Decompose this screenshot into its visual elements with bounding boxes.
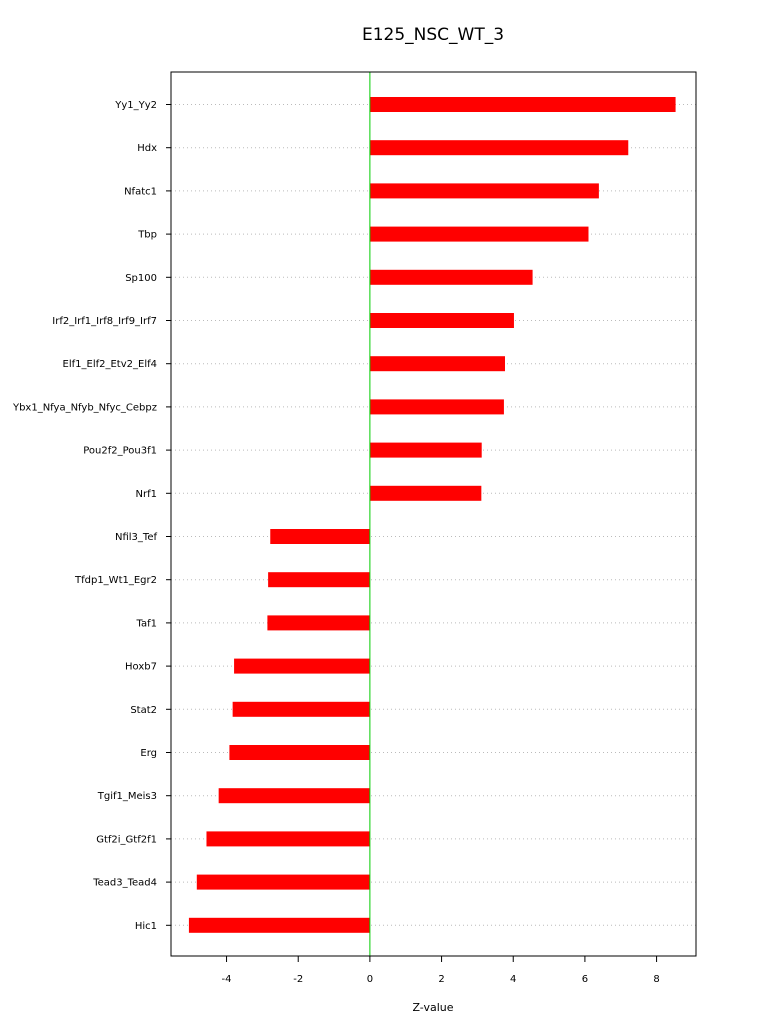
bars — [189, 97, 676, 933]
x-tick-label: 6 — [581, 974, 589, 985]
category-label: Elf1_Elf2_Etv2_Elf4 — [62, 359, 157, 371]
bar — [370, 313, 514, 328]
bar — [370, 227, 589, 242]
category-label: Hoxb7 — [125, 661, 157, 673]
bar — [370, 486, 481, 501]
bar — [370, 356, 505, 371]
category-label: Tfdp1_Wt1_Egr2 — [75, 575, 157, 587]
bar — [229, 745, 369, 760]
chart-title: E125_NSC_WT_3 — [361, 25, 505, 45]
x-tick-label: 8 — [653, 974, 660, 985]
category-label: Nfil3_Tef — [114, 532, 157, 543]
category-label: Nfatc1 — [124, 186, 157, 198]
category-label: Taf1 — [136, 618, 157, 630]
category-label: Sp100 — [125, 272, 157, 284]
bar — [370, 97, 676, 112]
bar — [370, 183, 599, 198]
bar — [370, 443, 482, 458]
bar — [197, 875, 370, 890]
x-tick-label: -2 — [293, 974, 304, 985]
category-label: Irf2_Irf1_Irf8_Irf9_Irf7 — [52, 316, 157, 327]
bar — [219, 788, 370, 803]
category-labels — [12, 100, 157, 932]
bar — [233, 702, 370, 717]
category-label: Gtf2i_Gtf2f1 — [96, 834, 157, 846]
x-tick-label: 4 — [510, 974, 517, 985]
category-label: Yy1_Yy2 — [115, 100, 157, 111]
category-label: Tbp — [138, 229, 157, 241]
category-label: Nrf1 — [135, 488, 157, 500]
x-axis-label: Z-value — [412, 1001, 454, 1014]
bar — [206, 831, 369, 846]
category-label: Tead3_Tead4 — [93, 877, 157, 889]
x-tick-label: 0 — [366, 974, 374, 985]
plot-frame — [171, 72, 696, 956]
bar — [270, 529, 370, 544]
category-label: Tgif1_Meis3 — [97, 791, 157, 803]
bar — [234, 659, 370, 674]
bar — [370, 140, 628, 155]
category-label: Pou2f2_Pou3f1 — [83, 445, 157, 457]
category-label: Hdx — [137, 143, 157, 155]
x-tick-label: 2 — [438, 974, 445, 985]
bar — [267, 615, 369, 630]
bar — [268, 572, 370, 587]
category-label: Erg — [140, 748, 157, 759]
bar — [370, 399, 504, 414]
bar — [370, 270, 533, 285]
category-label: Stat2 — [130, 704, 157, 716]
bar — [189, 918, 370, 933]
x-tick-label: -4 — [221, 974, 232, 985]
category-label: Hic1 — [134, 920, 157, 932]
category-label: Ybx1_Nfya_Nfyb_Nfyc_Cebpz — [12, 402, 157, 414]
